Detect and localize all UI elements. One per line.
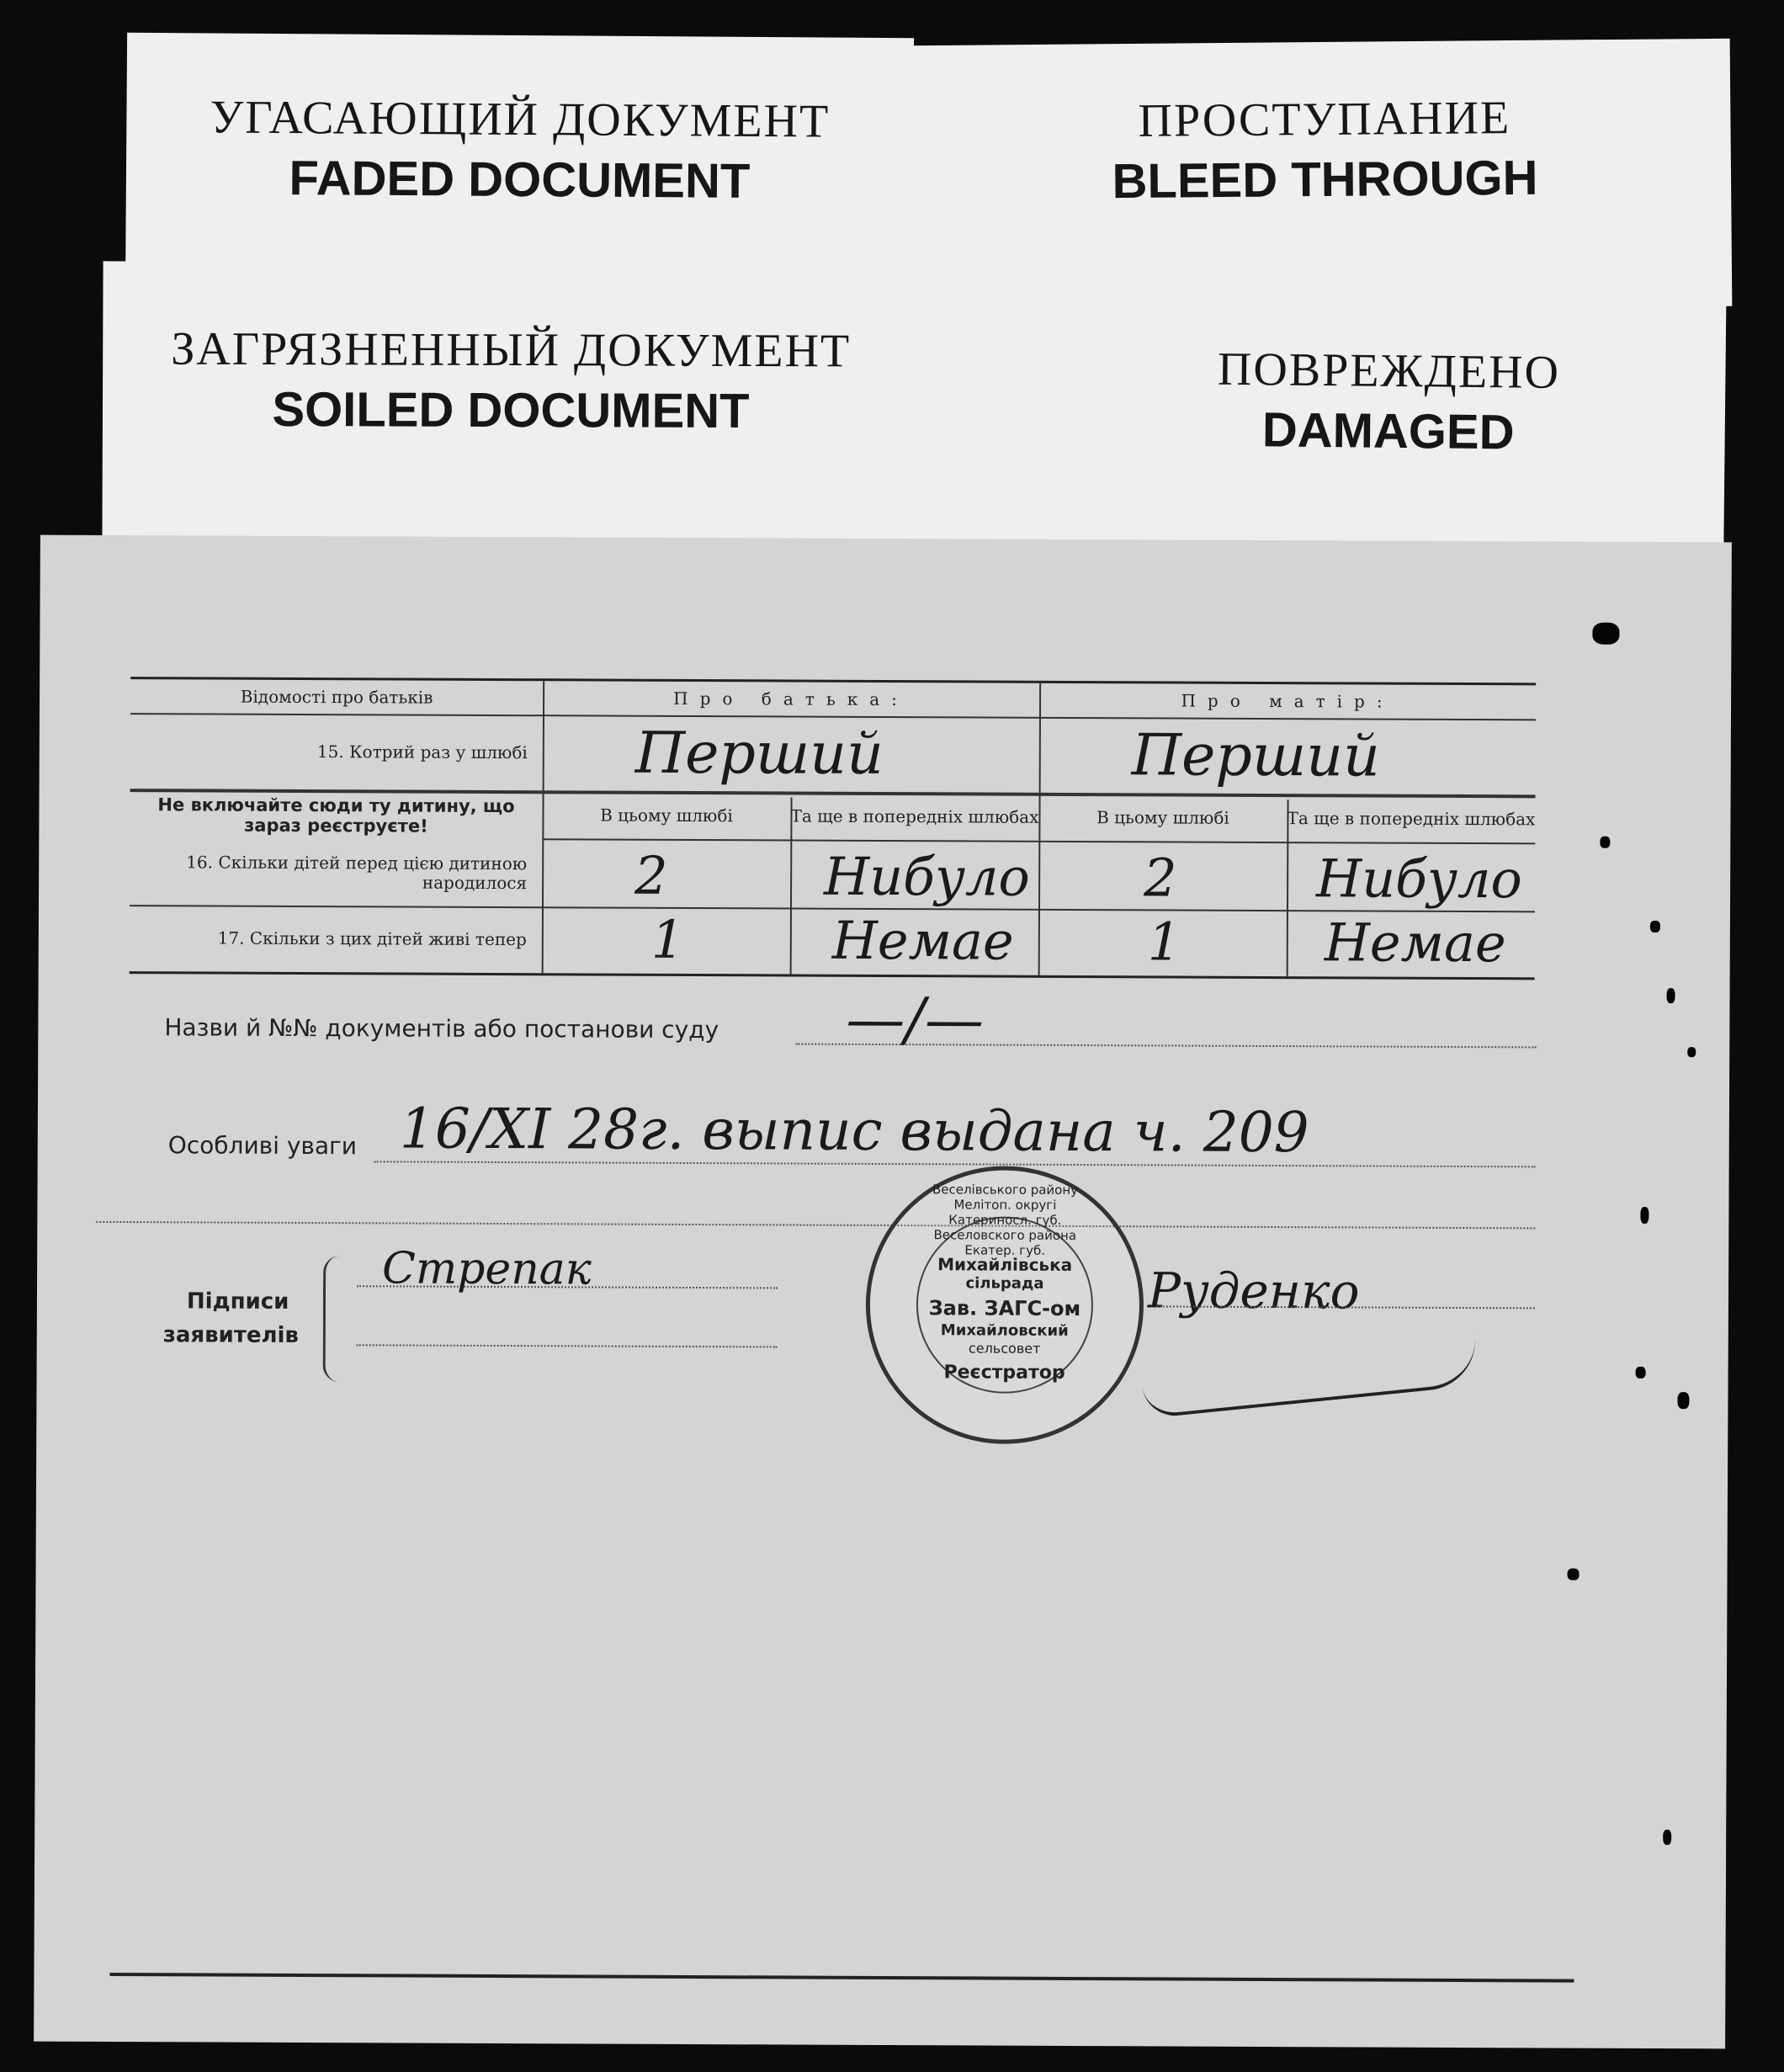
damage-hole xyxy=(1640,1207,1649,1224)
signatures-label-2: заявителів xyxy=(162,1322,299,1348)
notes-value: 16/XI 28г. выпис выдана ч. 209 xyxy=(399,1096,1309,1166)
soiled-label-ru: ЗАГРЯЗНЕННЫЙ ДОКУМЕНТ xyxy=(171,322,852,378)
row16-mother-current: 2 xyxy=(1143,847,1177,909)
damaged-label xyxy=(916,258,1727,561)
row17-mother-previous: Немае xyxy=(1324,911,1506,975)
row15-mother-value: Перший xyxy=(1131,722,1381,790)
faded-label-ru: УГАСАЮЩИЙ ДОКУМЕНТ xyxy=(210,91,831,148)
damage-hole xyxy=(1687,1047,1696,1057)
subheader-mother-current: В цьому шлюбі xyxy=(1096,807,1229,828)
header-parents-info: Відомості про батьків xyxy=(240,686,433,708)
stamp-center-4: сельсовет xyxy=(968,1340,1041,1357)
damage-hole xyxy=(1650,921,1660,932)
registrar-signature: Руденко xyxy=(1147,1262,1360,1320)
row16-father-previous: Нибуло xyxy=(823,845,1030,908)
row17-father-previous: Немае xyxy=(831,909,1014,972)
subheader-father-previous: Та ще в попередніх шлюбах xyxy=(790,805,1039,827)
faded-label-en: FADED DOCUMENT xyxy=(289,151,751,209)
soiled-label-en: SOILED DOCUMENT xyxy=(272,382,750,438)
row17-mother-current: 1 xyxy=(1147,911,1181,973)
applicant-signature: Стрепак xyxy=(381,1243,592,1295)
stamp-title-2: Реєстратор xyxy=(943,1362,1065,1384)
damage-hole xyxy=(1663,1830,1671,1845)
damaged-label-en: DAMAGED xyxy=(1261,402,1515,460)
bleed-label-ru: ПРОСТУПАНИЕ xyxy=(1138,92,1511,147)
row16-father-current: 2 xyxy=(634,844,668,906)
damage-hole xyxy=(1677,1392,1689,1409)
bottom-rule xyxy=(109,1973,1574,1983)
stamp-ring-text: Веселівського району Мелітоп. округі Катериносл. губ. Веселовского района Екатер. губ. xyxy=(932,1182,1079,1258)
documents-value: —/— xyxy=(846,984,985,1055)
damage-hole xyxy=(1667,988,1675,1003)
record-sheet xyxy=(34,535,1732,2049)
notes-line-2 xyxy=(96,1221,1535,1229)
subheader-mother-previous: Та ще в попередніх шлюбах xyxy=(1287,808,1536,830)
signatures-label-1: Підписи xyxy=(186,1288,289,1315)
row16-label: 16. Скільки дітей перед цією дитиною народилося xyxy=(186,852,528,894)
stamp-center-1: Михайлівська xyxy=(937,1254,1073,1275)
bleed-label-en: BLEED THROUGH xyxy=(1112,150,1538,210)
damaged-label-ru: ПОВРЕЖДЕНО xyxy=(1217,343,1561,399)
stamp-title-1: Зав. ЗАГС-ом xyxy=(928,1296,1081,1321)
soiled-document-label xyxy=(102,261,919,550)
damage-hole xyxy=(1568,1569,1580,1581)
subheader-father-current: В цьому шлюбі xyxy=(600,805,733,826)
stamp-center-3: Михайловский xyxy=(940,1321,1069,1340)
signature-line-2 xyxy=(357,1344,778,1347)
parents-info-table xyxy=(130,677,1537,980)
header-father: Про батька: xyxy=(673,688,909,709)
row17-label: 17. Скільки з цих дітей живі тепер xyxy=(217,927,527,950)
signatures-bracket xyxy=(323,1256,343,1382)
damage-hole xyxy=(1636,1367,1646,1379)
damage-hole xyxy=(1600,837,1610,848)
header-mother: Про матір: xyxy=(1181,690,1394,712)
notes-label: Особливі уваги xyxy=(167,1131,358,1161)
official-stamp xyxy=(865,1166,1144,1444)
row15-label: 15. Котрий раз у шлюбі xyxy=(316,741,528,762)
row17-father-current: 1 xyxy=(650,908,685,970)
row15-father-value: Перший xyxy=(634,720,884,788)
subheader-note: Не включайте сюди ту дитину, що зараз реєструєте! xyxy=(157,794,515,837)
row16-mother-previous: Нибуло xyxy=(1315,847,1522,911)
damage-hole xyxy=(1592,623,1619,645)
stamp-center-2: сільрада xyxy=(965,1274,1044,1293)
documents-label: Назви й №№ документів або постанови суду xyxy=(164,1013,719,1044)
